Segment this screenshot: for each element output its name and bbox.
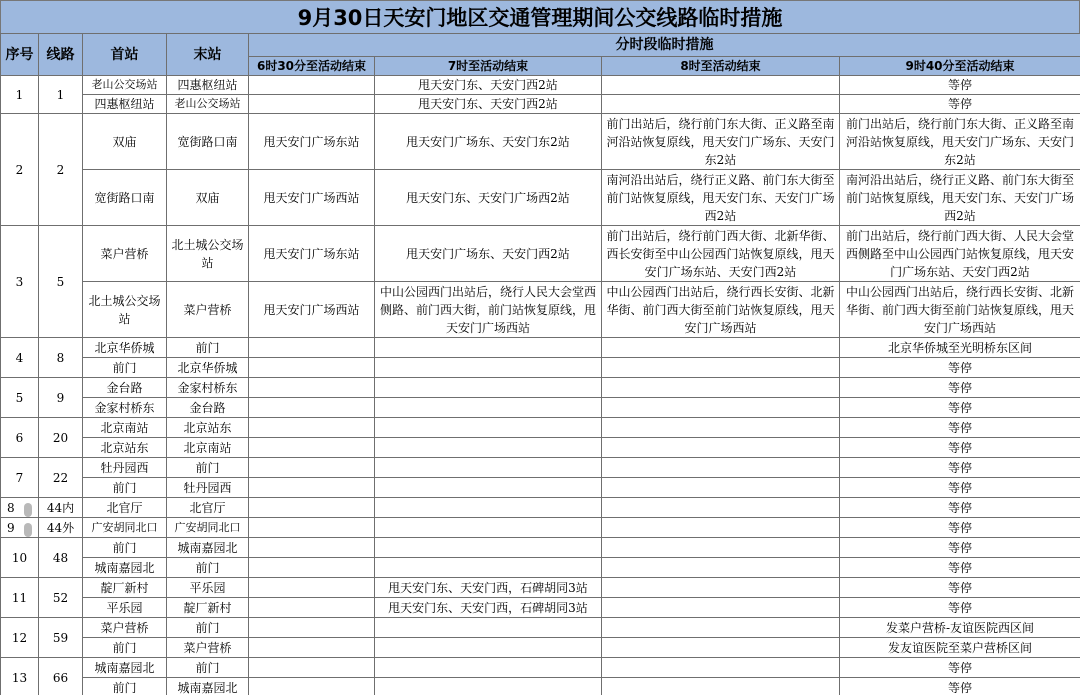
first-stop-cell: 北土城公交场站 [83, 282, 167, 338]
route-cell: 8 [39, 338, 83, 378]
route-cell: 59 [39, 618, 83, 658]
time-0700-cell: 甩天安门东、天安门广场西2站 [375, 170, 602, 226]
seq-cell: 5 [1, 378, 39, 418]
table-row [1, 358, 1080, 378]
time-0630-cell [249, 658, 375, 678]
table-row [1, 538, 1080, 558]
last-stop-cell: 前门 [167, 458, 249, 478]
time-0940-cell: 前门出站后，绕行前门西大街、人民大会堂西侧路至中山公园西门站恢复原线，甩天安门广场东站、天安门西2站 [840, 226, 1080, 282]
time-0940-cell: 南河沿出站后，绕行正义路、前门东大街至前门站恢复原线，甩天安门东、天安门广场西2站 [840, 170, 1080, 226]
first-stop-cell: 四惠枢纽站 [83, 95, 167, 114]
first-stop-cell: 城南嘉园北 [83, 658, 167, 678]
route-cell: 44外 [39, 518, 83, 538]
seq-cell: 13 [1, 658, 39, 695]
time-0800-cell [602, 558, 840, 578]
time-0630-cell [249, 398, 375, 418]
first-stop-cell: 牡丹园西 [83, 458, 167, 478]
table-row [1, 458, 1080, 478]
first-stop-cell: 宽街路口南 [83, 170, 167, 226]
time-0700-cell [375, 418, 602, 438]
row-scroll-handle[interactable] [24, 503, 32, 517]
time-0700-cell [375, 498, 602, 518]
time-0800-cell [602, 338, 840, 358]
route-cell: 5 [39, 226, 83, 338]
time-0630-cell [249, 338, 375, 358]
table-row [1, 518, 1080, 538]
seq-cell: 9 [1, 518, 39, 538]
time-0800-cell: 前门出站后，绕行前门东大街、正义路至南河沿站恢复原线，甩天安门广场东、天安门东2站 [602, 114, 840, 170]
time-0630-cell: 甩天安门广场东站 [249, 114, 375, 170]
table-row [1, 618, 1080, 638]
last-stop-cell: 四惠枢纽站 [167, 76, 249, 95]
time-0700-cell: 甩天安门广场东、天安门东2站 [375, 114, 602, 170]
time-0630-cell [249, 378, 375, 398]
route-cell: 52 [39, 578, 83, 618]
seq-cell: 12 [1, 618, 39, 658]
first-stop-cell: 老山公交场站 [83, 76, 167, 95]
time-0800-cell [602, 398, 840, 418]
time-0630-cell [249, 518, 375, 538]
time-0800-cell [602, 498, 840, 518]
time-0800-cell [602, 358, 840, 378]
time-0940-cell: 等停 [840, 95, 1080, 114]
first-stop-cell: 广安胡同北口 [83, 518, 167, 538]
time-0940-cell: 等停 [840, 518, 1080, 538]
time-0630-cell [249, 678, 375, 695]
time-0940-cell: 等停 [840, 358, 1080, 378]
bus-measures-table [0, 33, 1080, 695]
time-0800-cell [602, 618, 840, 638]
last-stop-cell: 北京南站 [167, 438, 249, 458]
table-row [1, 282, 1080, 338]
seq-cell: 10 [1, 538, 39, 578]
table-row [1, 226, 1080, 282]
time-0700-cell [375, 678, 602, 695]
time-0940-cell: 等停 [840, 498, 1080, 518]
time-0940-cell: 等停 [840, 678, 1080, 695]
last-stop-cell: 前门 [167, 658, 249, 678]
time-0630-cell: 甩天安门广场西站 [249, 170, 375, 226]
time-0800-cell [602, 378, 840, 398]
time-0630-cell [249, 478, 375, 498]
seq-cell: 11 [1, 578, 39, 618]
time-0800-cell [602, 658, 840, 678]
time-0800-cell [602, 598, 840, 618]
table-row [1, 378, 1080, 398]
last-stop-cell: 北土城公交场站 [167, 226, 249, 282]
table-row [1, 438, 1080, 458]
seq-cell: 1 [1, 76, 39, 114]
time-0700-cell [375, 458, 602, 478]
seq-cell: 2 [1, 114, 39, 226]
first-stop-cell: 前门 [83, 678, 167, 695]
time-0800-cell [602, 95, 840, 114]
time-0800-cell [602, 76, 840, 95]
time-0630-cell: 甩天安门广场东站 [249, 226, 375, 282]
time-0700-cell [375, 358, 602, 378]
first-stop-cell: 靛厂新村 [83, 578, 167, 598]
seq-cell: 3 [1, 226, 39, 338]
time-0800-cell [602, 418, 840, 438]
seq-cell: 8 [1, 498, 39, 518]
time-0940-cell: 发菜户营桥-友谊医院西区间 [840, 618, 1080, 638]
row-scroll-handle[interactable] [24, 523, 32, 537]
time-0700-cell [375, 558, 602, 578]
last-stop-cell: 平乐园 [167, 578, 249, 598]
last-stop-cell: 前门 [167, 558, 249, 578]
time-0630-cell [249, 76, 375, 95]
time-0700-cell: 甩天安门广场东、天安门西2站 [375, 226, 602, 282]
time-0940-cell: 等停 [840, 598, 1080, 618]
table-row [1, 76, 1080, 95]
time-0940-cell: 等停 [840, 76, 1080, 95]
time-0940-cell: 等停 [840, 378, 1080, 398]
last-stop-cell: 城南嘉园北 [167, 538, 249, 558]
time-0700-cell [375, 538, 602, 558]
route-cell: 44内 [39, 498, 83, 518]
seq-cell: 4 [1, 338, 39, 378]
time-0700-cell [375, 638, 602, 658]
time-0700-cell [375, 338, 602, 358]
time-0940-cell: 发友谊医院至菜户营桥区间 [840, 638, 1080, 658]
header-last-stop: 末站 [167, 34, 249, 76]
seq-cell: 6 [1, 418, 39, 458]
time-0940-cell: 中山公园西门出站后，绕行西长安街、北新华街、前门西大街至前门站恢复原线，甩天安门广场西站 [840, 282, 1080, 338]
route-cell: 48 [39, 538, 83, 578]
time-0940-cell: 前门出站后，绕行前门东大街、正义路至南河沿站恢复原线，甩天安门广场东、天安门东2站 [840, 114, 1080, 170]
route-cell: 9 [39, 378, 83, 418]
time-0630-cell [249, 638, 375, 658]
table-row [1, 638, 1080, 658]
route-cell: 2 [39, 114, 83, 226]
last-stop-cell: 金台路 [167, 398, 249, 418]
table-row [1, 170, 1080, 226]
last-stop-cell: 老山公交场站 [167, 95, 249, 114]
first-stop-cell: 前门 [83, 478, 167, 498]
first-stop-cell: 前门 [83, 538, 167, 558]
time-0630-cell [249, 578, 375, 598]
time-0700-cell: 中山公园西门出站后，绕行人民大会堂西侧路、前门西大街，前门站恢复原线，甩天安门广场西站 [375, 282, 602, 338]
sheet-title: 9月30日天安门地区交通管理期间公交线路临时措施 [0, 0, 1080, 33]
first-stop-cell: 金家村桥东 [83, 398, 167, 418]
last-stop-cell: 北官厅 [167, 498, 249, 518]
route-cell: 22 [39, 458, 83, 498]
time-0700-cell: 甩天安门东、天安门西2站 [375, 76, 602, 95]
table-row [1, 95, 1080, 114]
last-stop-cell: 双庙 [167, 170, 249, 226]
time-0700-cell [375, 438, 602, 458]
header-time-0630: 6时30分至活动结束 [249, 57, 375, 76]
time-0940-cell: 等停 [840, 418, 1080, 438]
time-0630-cell [249, 418, 375, 438]
time-0940-cell: 北京华侨城至光明桥东区间 [840, 338, 1080, 358]
route-cell: 20 [39, 418, 83, 458]
first-stop-cell: 前门 [83, 638, 167, 658]
table-row [1, 114, 1080, 170]
time-0800-cell [602, 438, 840, 458]
header-time-0700: 7时至活动结束 [375, 57, 602, 76]
time-0800-cell: 前门出站后，绕行前门西大街、北新华街、西长安街至中山公园西门站恢复原线，甩天安门广场东站、天安门西2站 [602, 226, 840, 282]
route-cell: 1 [39, 76, 83, 114]
time-0700-cell: 甩天安门东、天安门西，石碑胡同3站 [375, 598, 602, 618]
header-seq: 序号 [1, 34, 39, 76]
time-0700-cell [375, 658, 602, 678]
first-stop-cell: 北京站东 [83, 438, 167, 458]
time-0630-cell [249, 358, 375, 378]
last-stop-cell: 北京站东 [167, 418, 249, 438]
first-stop-cell: 北官厅 [83, 498, 167, 518]
first-stop-cell: 双庙 [83, 114, 167, 170]
last-stop-cell: 牡丹园西 [167, 478, 249, 498]
last-stop-cell: 靛厂新村 [167, 598, 249, 618]
time-0940-cell: 等停 [840, 438, 1080, 458]
time-0800-cell [602, 678, 840, 695]
time-0630-cell [249, 498, 375, 518]
time-0800-cell [602, 538, 840, 558]
time-0700-cell [375, 618, 602, 638]
last-stop-cell: 城南嘉园北 [167, 678, 249, 695]
time-0800-cell [602, 518, 840, 538]
header-time-0800: 8时至活动结束 [602, 57, 840, 76]
table-row [1, 338, 1080, 358]
table-row [1, 478, 1080, 498]
last-stop-cell: 金家村桥东 [167, 378, 249, 398]
first-stop-cell: 平乐园 [83, 598, 167, 618]
header-time-measures: 分时段临时措施 [249, 34, 1080, 57]
time-0700-cell [375, 378, 602, 398]
time-0630-cell [249, 458, 375, 478]
last-stop-cell: 前门 [167, 338, 249, 358]
time-0940-cell: 等停 [840, 578, 1080, 598]
last-stop-cell: 广安胡同北口 [167, 518, 249, 538]
last-stop-cell: 北京华侨城 [167, 358, 249, 378]
table-row [1, 418, 1080, 438]
table-row [1, 658, 1080, 678]
time-0700-cell: 甩天安门东、天安门西2站 [375, 95, 602, 114]
first-stop-cell: 金台路 [83, 378, 167, 398]
time-0940-cell: 等停 [840, 398, 1080, 418]
last-stop-cell: 宽街路口南 [167, 114, 249, 170]
first-stop-cell: 菜户营桥 [83, 226, 167, 282]
first-stop-cell: 菜户营桥 [83, 618, 167, 638]
time-0940-cell: 等停 [840, 558, 1080, 578]
last-stop-cell: 菜户营桥 [167, 282, 249, 338]
first-stop-cell: 前门 [83, 358, 167, 378]
time-0940-cell: 等停 [840, 538, 1080, 558]
table-row [1, 598, 1080, 618]
first-stop-cell: 北京华侨城 [83, 338, 167, 358]
table-row [1, 578, 1080, 598]
last-stop-cell: 菜户营桥 [167, 638, 249, 658]
first-stop-cell: 北京南站 [83, 418, 167, 438]
first-stop-cell: 城南嘉园北 [83, 558, 167, 578]
time-0630-cell: 甩天安门广场西站 [249, 282, 375, 338]
time-0630-cell [249, 538, 375, 558]
time-0940-cell: 等停 [840, 658, 1080, 678]
time-0800-cell: 南河沿出站后，绕行正义路、前门东大街至前门站恢复原线，甩天安门东、天安门广场西2站 [602, 170, 840, 226]
seq-cell: 7 [1, 458, 39, 498]
time-0700-cell [375, 478, 602, 498]
time-0800-cell [602, 578, 840, 598]
time-0630-cell [249, 438, 375, 458]
time-0630-cell [249, 95, 375, 114]
last-stop-cell: 前门 [167, 618, 249, 638]
table-row [1, 398, 1080, 418]
time-0800-cell [602, 458, 840, 478]
table-row [1, 678, 1080, 695]
time-0630-cell [249, 558, 375, 578]
header-time-0940: 9时40分至活动结束 [840, 57, 1080, 76]
time-0800-cell [602, 638, 840, 658]
time-0700-cell [375, 518, 602, 538]
route-cell: 66 [39, 658, 83, 695]
time-0940-cell: 等停 [840, 478, 1080, 498]
table-row [1, 498, 1080, 518]
time-0940-cell: 等停 [840, 458, 1080, 478]
table-row [1, 558, 1080, 578]
time-0800-cell: 中山公园西门出站后，绕行西长安街、北新华街、前门西大街至前门站恢复原线，甩天安门广场西站 [602, 282, 840, 338]
header-first-stop: 首站 [83, 34, 167, 76]
time-0700-cell: 甩天安门东、天安门西，石碑胡同3站 [375, 578, 602, 598]
time-0800-cell [602, 478, 840, 498]
time-0630-cell [249, 598, 375, 618]
time-0700-cell [375, 398, 602, 418]
time-0630-cell [249, 618, 375, 638]
header-route: 线路 [39, 34, 83, 76]
